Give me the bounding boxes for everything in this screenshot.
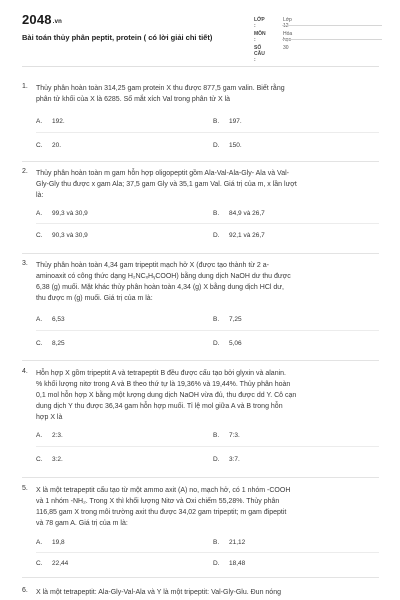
option-divider	[36, 446, 379, 447]
header-divider	[22, 66, 379, 67]
option-text: 2:3.	[52, 432, 63, 439]
option-text: 150.	[229, 142, 242, 149]
meta-divider	[282, 39, 382, 40]
question-text	[36, 168, 379, 201]
option-divider	[36, 552, 379, 553]
answer-option[interactable]	[36, 456, 63, 463]
option-letter: C.	[36, 232, 43, 239]
option-text: 3:7.	[229, 456, 240, 463]
question-line: Gly-Gly thu được x gam Ala; 37,5 gam Gly và 35,1 gam Val. Giá trị của m, x lần lượt	[36, 181, 297, 188]
answer-option[interactable]	[213, 232, 265, 239]
option-letter: D.	[213, 232, 220, 239]
question-number: 6.	[22, 587, 28, 594]
option-text: 3:2.	[52, 456, 63, 463]
question-line: 0,1 mol hỗn hợp X bằng một lượng dung dịch NaOH vừa đủ, thu được dd Y. Cô cạn	[36, 392, 297, 399]
question-text	[36, 485, 379, 529]
answer-option[interactable]	[36, 316, 65, 323]
option-text: 92,1 và 26,7	[229, 232, 265, 239]
option-text: 19,8	[52, 539, 65, 546]
answer-option[interactable]	[213, 142, 242, 149]
question-line: Thủy phân hoàn toàn 4,34 gam tripeptit mạch hở X (được tạo thành từ 2 a-	[36, 262, 269, 269]
question-text	[36, 587, 379, 598]
question-3	[22, 260, 379, 360]
question-number: 4.	[22, 368, 28, 375]
question-text	[36, 368, 379, 423]
option-divider	[36, 132, 379, 133]
option-text: 7,25	[229, 316, 242, 323]
answer-option[interactable]	[213, 432, 240, 439]
logo-suffix: .vn	[52, 19, 63, 25]
option-divider	[36, 330, 379, 331]
question-number: 3.	[22, 260, 28, 267]
option-letter: B.	[213, 210, 220, 217]
question-number: 5.	[22, 485, 28, 492]
question-line: X là một tetrapeptit cấu tạo từ một ammo axit (A) no, mạch hở, có 1 nhóm -COOH	[36, 487, 291, 494]
option-letter: A.	[36, 432, 43, 439]
question-5	[22, 485, 379, 579]
worksheet-header	[0, 0, 400, 64]
meta-subject-label: MÔN :	[254, 31, 266, 43]
question-line: dung dịch Y thu được 36,34 gam hỗn hợp muối. Tỉ lệ mol giữa A và B trong hỗn	[36, 403, 283, 410]
answer-option[interactable]	[213, 539, 245, 546]
site-logo[interactable]	[22, 12, 62, 27]
option-letter: A.	[36, 539, 43, 546]
option-text: 90,3 và 30,9	[52, 232, 88, 239]
question-number: 2.	[22, 168, 28, 175]
option-letter: D.	[213, 456, 220, 463]
option-letter: C.	[36, 456, 43, 463]
option-text: 84,9 và 26,7	[229, 210, 265, 217]
option-letter: B.	[213, 539, 220, 546]
option-divider	[36, 223, 379, 224]
answer-option[interactable]	[36, 118, 65, 125]
option-letter: A.	[36, 210, 43, 217]
answer-option[interactable]	[36, 210, 88, 217]
meta-grade-value: Lớp 12	[283, 17, 292, 29]
question-divider	[22, 161, 379, 162]
answer-option[interactable]	[36, 232, 88, 239]
meta-divider	[282, 25, 382, 26]
question-line: % khối lượng nitơ trong A và B theo thứ tự là 19,36% và 19,44%. Thủy phân hoàn	[36, 381, 291, 388]
meta-grade-label: LỚP :	[254, 17, 265, 29]
question-divider	[22, 360, 379, 361]
question-divider	[22, 253, 379, 254]
answer-option[interactable]	[213, 456, 240, 463]
option-text: 18,48	[229, 560, 246, 567]
question-line: và 1 nhóm -NH₂. Trong X thì khối lượng Nitơ và Oxi chiếm 55,28%. Thủy phân	[36, 498, 280, 505]
answer-option[interactable]	[36, 432, 63, 439]
option-letter: C.	[36, 560, 43, 567]
option-letter: B.	[213, 432, 220, 439]
question-divider	[22, 477, 379, 478]
option-text: 21,12	[229, 539, 246, 546]
logo-text: 2048	[22, 12, 52, 27]
worksheet-title: Bài toán thủy phân peptit, protein ( có lời giải chi tiết)	[22, 33, 213, 42]
answer-option[interactable]	[213, 340, 242, 347]
option-letter: C.	[36, 340, 43, 347]
question-1	[22, 83, 379, 158]
answer-option[interactable]	[213, 118, 242, 125]
question-line: 116,85 gam X trong môi trường axit thu được 34,02 gam tripeptit; m gam đipeptit	[36, 509, 287, 516]
question-line: hợp X là	[36, 414, 63, 421]
question-6	[22, 587, 379, 600]
question-line: là:	[36, 192, 44, 199]
answer-option[interactable]	[213, 316, 242, 323]
question-4	[22, 368, 379, 480]
answer-option[interactable]	[213, 560, 245, 567]
answer-option[interactable]	[36, 560, 68, 567]
question-line: 6,38 (g) muối. Mặt khác thủy phân hoàn toàn 4,34 (g) X bằng dung dịch HCl dư,	[36, 284, 284, 291]
answer-option[interactable]	[36, 539, 65, 546]
option-text: 197.	[229, 118, 242, 125]
question-line: Thủy phân hoàn toàn m gam hỗn hợp oligopeptit gồm Ala-Val-Ala-Gly- Ala và Val-	[36, 170, 289, 177]
option-text: 20.	[52, 142, 62, 149]
question-line: Thủy phân hoàn toàn 314,25 gam protein X thu được 877,5 gam valin. Biết rằng	[36, 85, 285, 92]
question-number: 1.	[22, 83, 28, 90]
question-text	[36, 260, 379, 304]
option-text: 22,44	[52, 560, 69, 567]
meta-count-value: 30	[283, 45, 289, 51]
option-text: 5,06	[229, 340, 242, 347]
question-line: aminoaxit có công thức dạng H₂NCₓHᵧCOOH) bằng dung dịch NaOH dư thu được	[36, 273, 291, 280]
question-line: thu được m (g) muối. Giá trị của m là:	[36, 295, 153, 302]
option-text: 7:3.	[229, 432, 240, 439]
answer-option[interactable]	[213, 210, 265, 217]
question-line: X là một tetrapeptit: Ala-Gly-Val-Ala và Y là một tripeptit: Val-Gly-Glu. Đun nóng	[36, 589, 281, 596]
answer-option[interactable]	[36, 142, 61, 149]
option-text: 192.	[52, 118, 65, 125]
meta-count-label: SỐ CÂU :	[254, 45, 265, 63]
question-2	[22, 168, 379, 253]
question-divider	[22, 577, 379, 578]
option-letter: D.	[213, 560, 220, 567]
option-letter: D.	[213, 340, 220, 347]
option-letter: B.	[213, 118, 220, 125]
option-letter: A.	[36, 118, 43, 125]
question-line: phân tử khối của X là 6285. Số mắt xích Val trong phân tử X là	[36, 96, 231, 103]
option-text: 99,3 và 30,9	[52, 210, 88, 217]
question-text	[36, 83, 379, 105]
option-letter: C.	[36, 142, 43, 149]
meta-subject-value: Hóa học	[283, 31, 293, 43]
question-line: Hỗn hợp X gồm tripeptit A và tetrapeptit B đều được cấu tạo bởi glyxin và alanin.	[36, 370, 286, 377]
question-line: và 78 gam A. Giá trị của m là:	[36, 520, 128, 527]
option-letter: D.	[213, 142, 220, 149]
option-letter: A.	[36, 316, 43, 323]
option-text: 8,25	[52, 340, 65, 347]
answer-option[interactable]	[36, 340, 65, 347]
option-text: 6,53	[52, 316, 65, 323]
option-letter: B.	[213, 316, 220, 323]
